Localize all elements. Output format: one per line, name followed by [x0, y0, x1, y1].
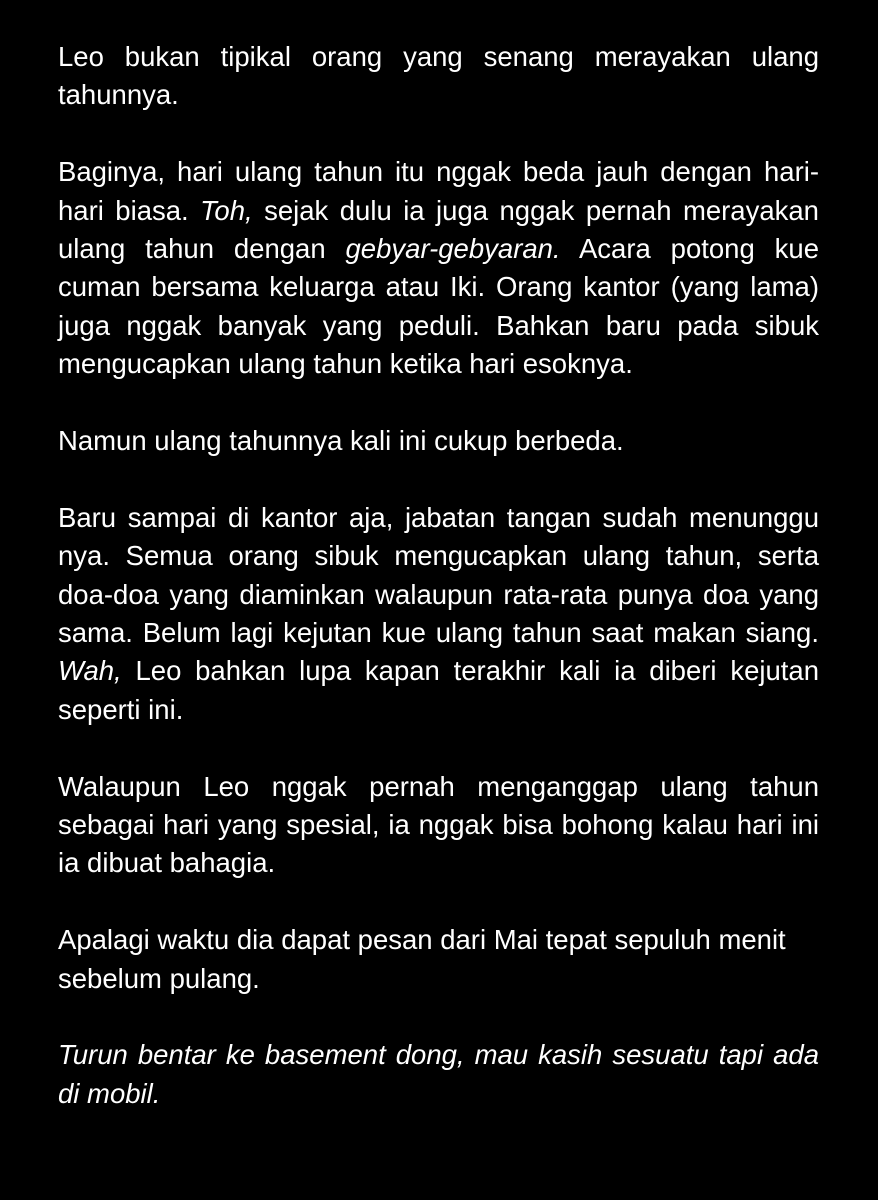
paragraph-5 — [58, 768, 819, 883]
paragraph-2-italic-gebyar: gebyar-gebyaran. — [345, 233, 561, 265]
paragraph-4-text-a: Baru sampai di kantor aja, jabatan tangan sudah menunggu nya. Semua orang sibuk mengucapkan ulang tahun, serta doa-doa yang diaminkan walaupun rata-rata punya doa yang sama. Belum lagi kejutan kue ulang tahun saat makan siang. — [58, 501, 819, 649]
paragraph-1-text: Leo bukan tipikal orang yang senang merayakan ulang tahunnya. — [58, 41, 819, 111]
paragraph-2-text-b: sejak dulu ia juga nggak pernah merayakan ulang tahun dengan — [58, 194, 819, 265]
paragraph-2 — [58, 153, 819, 383]
paragraph-1 — [58, 38, 819, 115]
paragraph-7-italic-message: Turun bentar ke basement dong, mau kasih sesuatu tapi ada di mobil. — [58, 1039, 819, 1109]
paragraph-3 — [58, 422, 819, 460]
paragraph-2-text-a: Baginya, hari ulang tahun itu nggak beda jauh dengan hari-hari biasa. — [58, 156, 819, 226]
paragraph-2-text-c: Acara potong kue cuman bersama keluarga atau Iki. Orang kantor (yang lama) juga nggak banyak yang peduli. Bahkan baru pada sibuk mengucapkan ulang tahun ketika hari esoknya. — [58, 233, 819, 380]
paragraph-6 — [58, 921, 819, 998]
paragraph-2-italic-toh: Toh, — [200, 194, 253, 226]
paragraph-6-text: Apalagi waktu dia dapat pesan dari Mai tepat sepuluh menit sebelum pulang. — [58, 924, 786, 994]
paragraph-7 — [58, 1036, 819, 1113]
paragraph-5-text: Walaupun Leo nggak pernah menganggap ulang tahun sebagai hari yang spesial, ia nggak bisa bohong kalau hari ini ia dibuat bahagia. — [58, 770, 819, 879]
paragraph-4-text-b: Leo bahkan lupa kapan terakhir kali ia diberi kejutan seperti ini. — [58, 655, 819, 725]
paragraph-4 — [58, 499, 819, 729]
paragraph-4-italic-wah: Wah, — [58, 655, 122, 687]
paragraph-3-text: Namun ulang tahunnya kali ini cukup berbeda. — [58, 425, 624, 457]
